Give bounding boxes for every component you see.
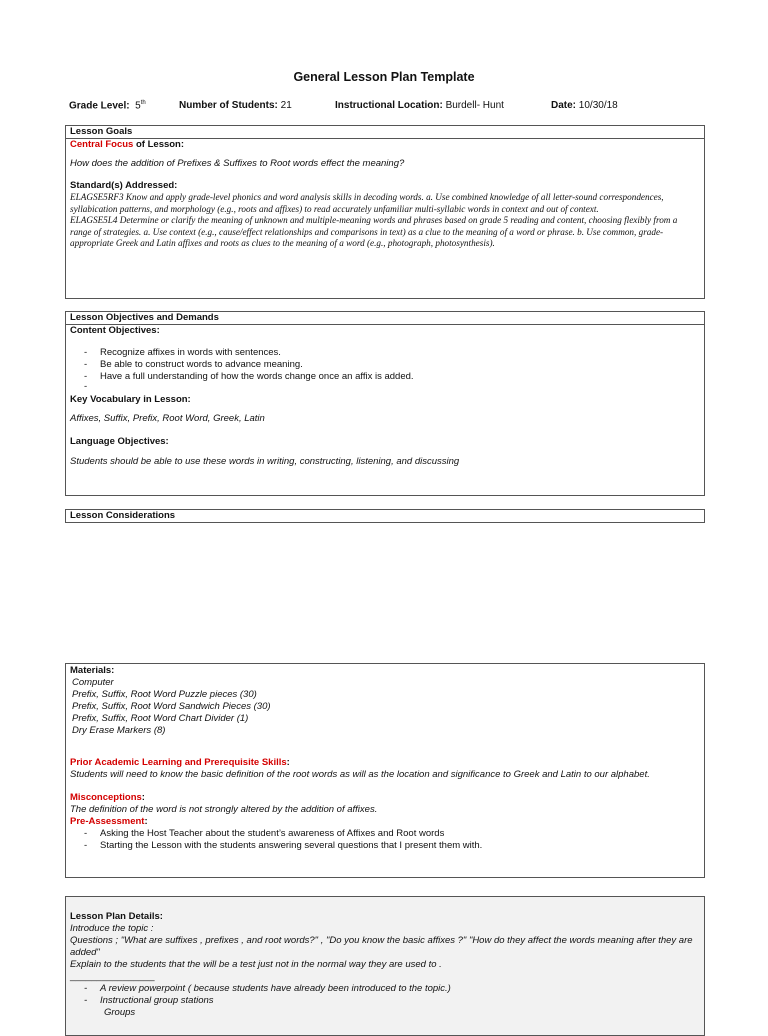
details-list — [66, 983, 704, 1007]
materials-item: Prefix, Suffix, Root Word Puzzle pieces (30) — [72, 689, 257, 700]
central-focus-question: How does the addition of Prefixes & Suffixes to Root words effect the meaning? — [70, 158, 405, 169]
materials-item: Prefix, Suffix, Root Word Sandwich Pieces (30) — [72, 701, 271, 712]
materials-item: Computer — [72, 677, 114, 688]
groups-text: Groups — [104, 1007, 136, 1018]
standards-label: Standard(s) Addressed: — [70, 180, 178, 191]
language-objectives-label: Language Objectives: — [70, 436, 169, 447]
materials-label: Materials: — [70, 665, 115, 676]
central-focus-label: Central Focus of Lesson: — [70, 139, 185, 150]
materials-item: Dry Erase Markers (8) — [72, 725, 166, 736]
pre-assessment-label: Pre-Assessment: — [70, 816, 148, 827]
lesson-goals-heading: Lesson Goals — [66, 126, 704, 139]
test-explanation: Explain to the students that the will be a test just not in the normal way they are used to . — [70, 959, 442, 970]
standard-rf3: ELAGSE5RF3 Know and apply grade-level phonics and word analysis skills in decoding words. a. Use combined knowledge of all letter-sound correspondences, syllabication patterns, and morphology (e.g., roots and affixes) to read accurately unfamiliar multi-syllabic words in context and out of context. — [70, 192, 664, 214]
list-item: - Starting the Lesson with the students answering several questions that I present them with. — [84, 840, 704, 852]
materials-box — [65, 663, 705, 878]
page-title: General Lesson Plan Template — [293, 70, 475, 84]
key-vocabulary: Affixes, Suffix, Prefix, Root Word, Greek, Latin — [70, 413, 265, 424]
list-item: - Asking the Host Teacher about the student’s awareness of Affixes and Root words — [84, 828, 704, 840]
lesson-goals-box — [65, 125, 705, 299]
lesson-considerations-box — [65, 509, 705, 523]
lesson-considerations-heading: Lesson Considerations — [70, 510, 176, 521]
pre-assessment-list — [66, 828, 704, 852]
instructional-location: Instructional Location: Burdell- Hunt — [335, 100, 504, 111]
prior-learning-text: Students will need to know the basic definition of the root words as will as the location and significance to Greek and Latin to our alphabet. — [70, 769, 650, 780]
grade-level: Grade Level: 5th — [69, 100, 146, 112]
discussion-questions: Questions ; "What are suffixes , prefixes , and root words?" , "Do you know the basic affixes ?" "How do they affect the words meaning after they are added" — [70, 935, 693, 958]
materials-item: Prefix, Suffix, Root Word Chart Divider (1) — [72, 713, 249, 724]
lesson-plan-details-box — [65, 896, 705, 1036]
list-item: - Be able to construct words to advance meaning. — [84, 359, 704, 371]
number-of-students: Number of Students: 21 — [179, 100, 292, 111]
content-objectives-label: Content Objectives: — [70, 325, 160, 336]
lesson-date: Date: 10/30/18 — [551, 100, 618, 111]
prior-learning-label: Prior Academic Learning and Prerequisite Skills: — [70, 757, 290, 768]
introduce-topic: Introduce the topic : — [70, 923, 154, 934]
misconceptions-label: Misconceptions: — [70, 792, 145, 803]
list-item — [84, 383, 704, 391]
lesson-plan-details-label: Lesson Plan Details: — [70, 911, 163, 922]
lesson-objectives-heading: Lesson Objectives and Demands — [66, 312, 704, 325]
list-item: - A review powerpoint ( because students have already been introduced to the topic.) — [84, 983, 704, 995]
divider-rule: ________________ — [70, 971, 155, 982]
language-objectives: Students should be able to use these words in writing, constructing, listening, and discussing — [70, 456, 460, 467]
content-objectives-list — [66, 347, 704, 391]
list-item: - Recognize affixes in words with sentences. — [84, 347, 704, 359]
list-item: - Have a full understanding of how the words change once an affix is added. — [84, 371, 704, 383]
key-vocabulary-label: Key Vocabulary in Lesson: — [70, 394, 191, 405]
list-item: - Instructional group stations — [84, 995, 704, 1007]
standard-l4: ELAGSE5L4 Determine or clarify the meaning of unknown and multiple-meaning words and phrases based on grade 5 reading and content, choosing flexibly from a range of strategies. a. Use context (e.g., cause/effect relationships and comparisons in text) as a clue to the meaning of a word or phrase. b. Use common, grade-appropriate Greek and Latin affixes and roots as clues to the meaning of a word (e.g., photograph, photosynthesis). — [70, 215, 678, 249]
misconceptions-text: The definition of the word is not strongly altered by the addition of affixes. — [70, 804, 378, 815]
lesson-objectives-box — [65, 311, 705, 496]
